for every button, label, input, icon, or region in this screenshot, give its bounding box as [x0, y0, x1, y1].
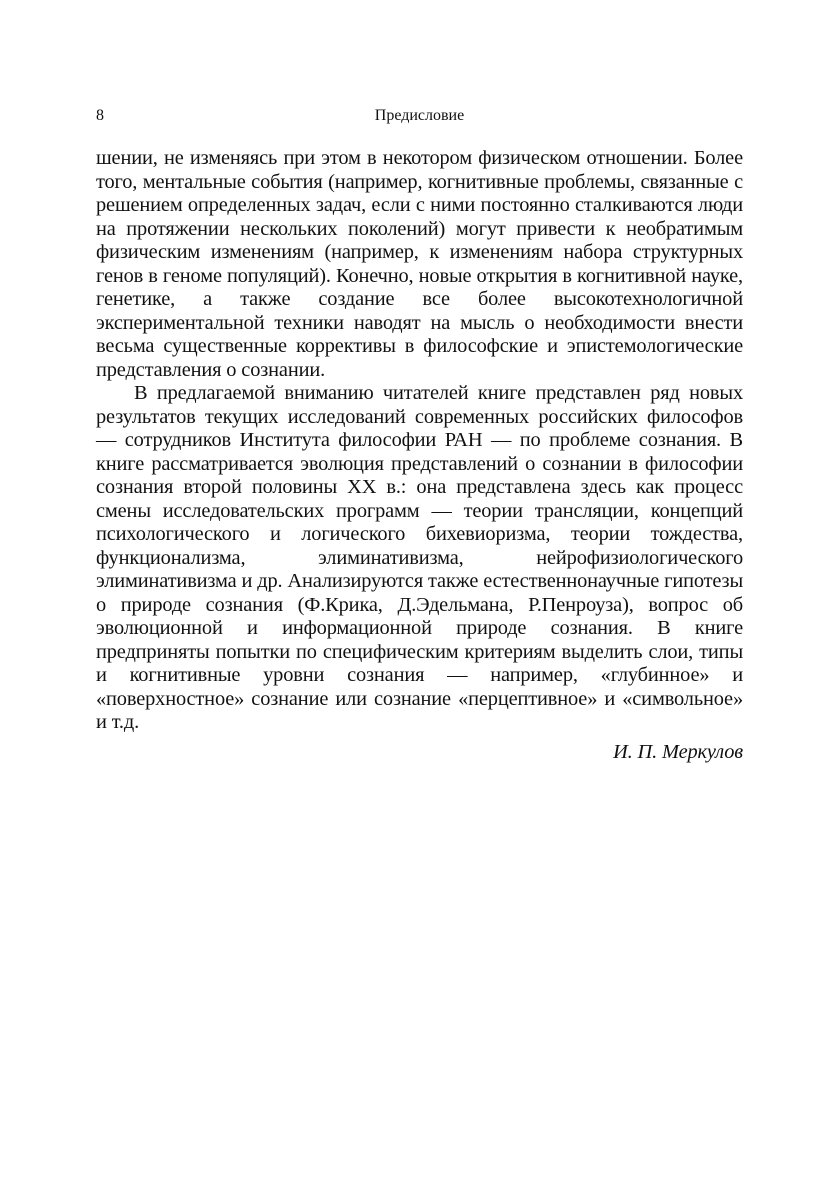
main-text: [96, 147, 743, 764]
author-signature: И. П. Меркулов: [613, 740, 743, 763]
running-head: [96, 104, 743, 128]
section-title: Предисловие: [374, 107, 465, 124]
paragraph-continuation: шении, не изменяясь при этом в некотором физическом отношении. Более того, ментальные события (например, когнитивные проблемы, связанные с решением определенных задач, если с ними постоянно сталкиваются люди на протяжении нескольких поколений) могут привести к необратимым физическим изменениям (например, к изменениям набора структурных генов в геноме популяций). Конечно, новые открытия в когнитивной науке, генетике, а также создание все более высокотехнологичной экспериментальной техники наводят на мысль о необходимости внести весьма существенные коррективы в философские и эпистемологические представления о сознании.: [96, 147, 743, 381]
paragraph-book-summary: В предлагаемой вниманию читателей книге представлен ряд новых результатов текущих исследований современных российских философов — сотрудников Института философии РАН — по проблеме сознания. В книге рассматривается эволюция представлений о сознании в философии сознания второй половины XX в.: она представлена здесь как процесс смены исследовательских программ — теории трансляции, концепций психологического и логического бихевиоризма, теории тождества, функционализма, элиминативизма, нейрофизиологического элиминативизма и др. Анализируются также естественнонаучные гипотезы о природе сознания (Ф.Крика, Д.Эдельмана, Р.Пенроуза), вопрос об эволюционной и информационной природе сознания. В книге предприняты попытки по специфическим критериям выделить слои, типы и когнитивные уровни сознания — например, «глубинное» и «поверхностное» сознание или сознание «перцептивное» и «символьное» и т.д.: [96, 382, 743, 733]
page-number: 8: [96, 107, 104, 124]
